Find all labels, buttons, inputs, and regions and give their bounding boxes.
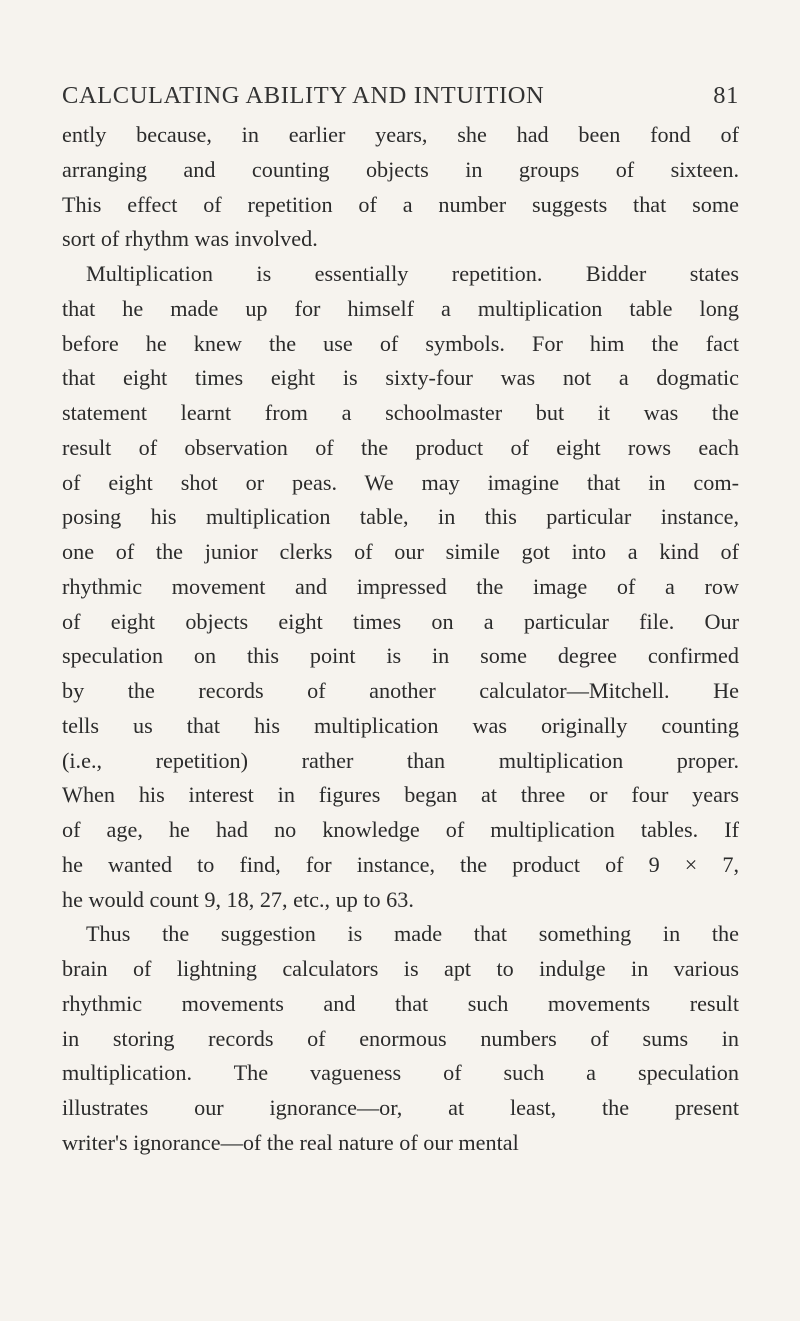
text-line: of age, he had no knowledge of multiplication tables. If (62, 817, 739, 842)
text-line: posing his multiplication table, in this particular instance, (62, 504, 739, 530)
text-line: that eight times eight is sixty-four was not a dogmatic (62, 365, 739, 391)
text-line: multiplication. The vagueness of such a speculation (62, 1060, 739, 1086)
text-line: he would count 9, 18, 27, etc., up to 63. (62, 886, 414, 912)
text-line: This effect of repetition of a number suggests that some (62, 191, 739, 217)
text-line: of eight shot or peas. We may imagine that in com- (62, 469, 739, 495)
text-line: tells us that his multiplication was originally counting (62, 712, 739, 738)
text-line: rhythmic movements and that such movements result (62, 990, 739, 1016)
text-line: ently because, in earlier years, she had been fond of (62, 122, 739, 147)
text-line: brain of lightning calculators is apt to indulge in various (62, 956, 739, 981)
text-line: rhythmic movement and impressed the image of a row (62, 573, 739, 599)
text-line: in storing records of enormous numbers of sums in (62, 1025, 739, 1051)
text-line: illustrates our ignorance—or, at least, the present (62, 1095, 739, 1120)
text-line: before he knew the use of symbols. For him the fact (62, 330, 739, 356)
running-title: CALCULATING ABILITY AND INTUITION (62, 82, 545, 109)
page-number: 81 (713, 82, 739, 109)
book-page (62, 82, 739, 1161)
text-line: arranging and counting objects in groups of sixteen. (62, 156, 739, 182)
text-line: When his interest in figures began at three or four years (62, 782, 739, 808)
text-line: that he made up for himself a multiplication table long (62, 295, 739, 321)
text-line: Thus the suggestion is made that something in the (86, 921, 739, 947)
text-line: one of the junior clerks of our simile got into a kind of (62, 539, 739, 564)
text-line: by the records of another calculator—Mitchell. He (62, 678, 739, 703)
text-line: writer's ignorance—of the real nature of our mental (62, 1129, 519, 1155)
paragraph (62, 118, 739, 257)
paragraph (62, 917, 739, 1160)
running-header (62, 82, 739, 110)
text-line: Multiplication is essentially repetition. Bidder states (86, 261, 739, 286)
text-line: speculation on this point is in some degree confirmed (62, 643, 739, 669)
text-line: (i.e., repetition) rather than multiplication proper. (62, 747, 739, 773)
text-line: of eight objects eight times on a particular file. Our (62, 608, 739, 634)
text-line: sort of rhythm was involved. (62, 226, 318, 252)
body-text (62, 118, 739, 1161)
paragraph (62, 257, 739, 917)
text-line: statement learnt from a schoolmaster but it was the (62, 400, 739, 425)
text-line: result of observation of the product of eight rows each (62, 434, 739, 460)
text-line: he wanted to find, for instance, the product of 9 × 7, (62, 851, 739, 877)
